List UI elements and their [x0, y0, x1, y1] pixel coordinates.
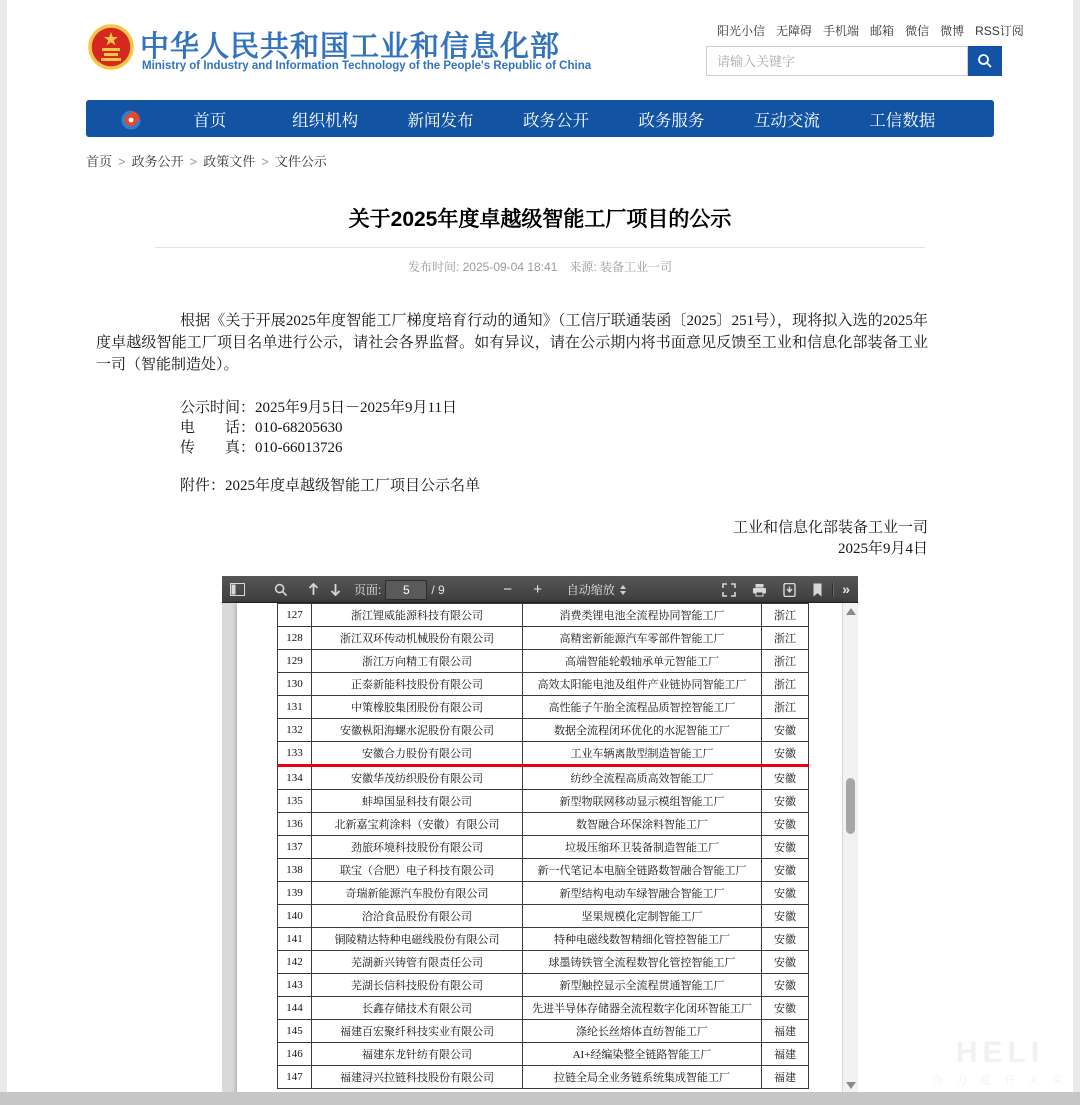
pdf-viewer	[222, 576, 858, 1105]
table-cell: 浙江双环传动机械股份有限公司	[312, 627, 523, 650]
table-cell: 127	[278, 604, 312, 627]
more-tools-button[interactable]: »	[842, 580, 850, 597]
article-paragraph: 根据《关于开展2025年度智能工厂梯度培育行动的通知》（工信厅联通装函〔2025〕251号），现将拟入选的2025年度卓越级智能工厂项目名单进行公示，请社会各界监督。如有异议，请在公示期内将书面意见反馈至工业和信息化部装备工业一司（智能制造处）。	[96, 313, 928, 373]
table-cell: 安徽华茂纺织股份有限公司	[312, 766, 523, 790]
table-cell: 长鑫存储技术有限公司	[312, 997, 523, 1020]
table-row	[278, 836, 809, 859]
table-cell: 拉链全局全业务链系统集成智能工厂	[523, 1066, 762, 1089]
table-row	[278, 604, 809, 627]
table-cell: 130	[278, 673, 312, 696]
table-row	[278, 766, 809, 790]
table-cell: 芜湖长信科技股份有限公司	[312, 974, 523, 997]
download-button[interactable]	[778, 580, 800, 600]
find-button[interactable]	[270, 580, 292, 600]
table-row	[278, 882, 809, 905]
table-cell: 工业车辆离散型制造智能工厂	[523, 742, 762, 766]
table-row	[278, 974, 809, 997]
table-cell: 特种电磁线数智精细化管控智能工厂	[523, 928, 762, 951]
breadcrumb-item[interactable]: 政策文件	[203, 154, 256, 169]
nav-item[interactable]: 互动交流	[753, 111, 820, 130]
attachment-link[interactable]: 附件：2025年度卓越级智能工厂项目公示名单	[180, 478, 481, 494]
zoom-in-button[interactable]: +	[533, 581, 543, 598]
nav-item[interactable]: 政务服务	[638, 111, 705, 130]
table-row	[278, 673, 809, 696]
signature-department: 工业和信息化部装备工业一司	[732, 520, 928, 536]
table-cell: 137	[278, 836, 312, 859]
table-cell: 高性能子午胎全流程品质智控智能工厂	[523, 696, 762, 719]
fullscreen-icon	[722, 583, 736, 597]
scrollbar-thumb[interactable]	[846, 778, 855, 834]
national-emblem-logo	[88, 20, 134, 78]
zoom-mode-select[interactable]	[563, 581, 630, 598]
pdf-page	[237, 603, 843, 1105]
table-cell: 140	[278, 905, 312, 928]
table-cell: 高精密新能源汽车零部件智能工厂	[523, 627, 762, 650]
table-cell: 高端智能轮毂轴承单元智能工厂	[523, 650, 762, 673]
table-cell: 139	[278, 882, 312, 905]
table-cell: 福建东龙针纺有限公司	[312, 1043, 523, 1066]
heli-watermark	[915, 1036, 1080, 1088]
table-cell: 联宝（合肥）电子科技有限公司	[312, 859, 523, 882]
table-cell: 安徽	[762, 997, 809, 1020]
table-cell: 136	[278, 813, 312, 836]
table-row	[278, 997, 809, 1020]
bookmark-button[interactable]	[806, 580, 828, 600]
breadcrumb-separator: >	[189, 154, 198, 169]
zoom-mode-value: 自动缩放	[566, 583, 615, 597]
search-bar	[706, 46, 1002, 76]
table-cell: 数据全流程闭环优化的水泥智能工厂	[523, 719, 762, 742]
quicklink[interactable]: 微信	[905, 24, 930, 38]
table-row	[278, 627, 809, 650]
main-nav	[86, 100, 994, 137]
breadcrumb-item[interactable]: 政务公开	[131, 154, 184, 169]
table-cell: 147	[278, 1066, 312, 1089]
quicklink[interactable]: 手机端	[823, 24, 860, 38]
table-cell: 131	[278, 696, 312, 719]
page-left-gutter	[0, 0, 7, 1105]
table-cell: 新型物联网移动显示模组智能工厂	[523, 790, 762, 813]
table-cell: 安徽	[762, 928, 809, 951]
scroll-down-icon[interactable]	[846, 1082, 856, 1089]
table-cell: 132	[278, 719, 312, 742]
table-cell: 新型结构电动车绿智融合智能工厂	[523, 882, 762, 905]
table-cell: 涤纶长丝熔体直纺智能工厂	[523, 1020, 762, 1043]
title-divider	[155, 247, 925, 248]
table-row	[278, 928, 809, 951]
site-title: 中华人民共和国工业和信息化部	[140, 31, 561, 63]
table-cell: 浙江	[762, 696, 809, 719]
breadcrumb-item[interactable]: 首页	[86, 154, 113, 169]
quicklink[interactable]: 阳光小信	[717, 24, 766, 38]
pdf-viewer-body	[222, 603, 858, 1105]
article-body	[96, 310, 928, 560]
table-cell: 128	[278, 627, 312, 650]
signature-date: 2025年9月4日	[837, 541, 928, 557]
site-subtitle: Ministry of Industry and Information Technology of the People's Republic of China	[142, 60, 592, 72]
search-input[interactable]	[706, 46, 968, 76]
search-button[interactable]	[968, 46, 1002, 76]
table-row	[278, 1043, 809, 1066]
table-cell: 138	[278, 859, 312, 882]
table-cell: 福建百宏聚纤科技实业有限公司	[312, 1020, 523, 1043]
breadcrumb-separator: >	[261, 154, 269, 169]
table-cell: 高效太阳能电池及组件产业链协同智能工厂	[523, 673, 762, 696]
table-cell: 劲旅环境科技股份有限公司	[312, 836, 523, 859]
table-row	[278, 859, 809, 882]
table-cell: 纺纱全流程高质高效智能工厂	[523, 766, 762, 790]
table-cell: 消费类锂电池全流程协同智能工厂	[523, 604, 762, 627]
header-quicklinks	[706, 22, 1024, 39]
sidebar-toggle-icon	[230, 583, 245, 596]
table-cell: 新型触控显示全流程贯通智能工厂	[523, 974, 762, 997]
table-cell: 蚌埠国显科技有限公司	[312, 790, 523, 813]
table-cell: 中策橡胶集团股份有限公司	[312, 696, 523, 719]
table-cell: 芜湖新兴铸管有限责任公司	[312, 951, 523, 974]
table-cell: 浙江锂威能源科技有限公司	[312, 604, 523, 627]
previous-page-button[interactable]	[302, 580, 324, 600]
table-cell: 浙江	[762, 627, 809, 650]
page-label: 页面:	[354, 583, 382, 597]
page-number-input[interactable]	[385, 580, 427, 600]
table-cell: 浙江	[762, 673, 809, 696]
table-row	[278, 719, 809, 742]
table-cell: 129	[278, 650, 312, 673]
toolbar-separator	[832, 583, 834, 597]
table-cell: 福建	[762, 1020, 809, 1043]
watermark-line2: 合 力 提 升 未 来	[931, 1075, 1069, 1087]
bottom-strip	[0, 1092, 1080, 1105]
phone-line: 电 话：010-68205630	[180, 420, 343, 436]
table-cell: 垃圾压缩环卫装备制造智能工厂	[523, 836, 762, 859]
table-cell: 洽洽食品股份有限公司	[312, 905, 523, 928]
table-cell: 铜陵精达特种电磁线股份有限公司	[312, 928, 523, 951]
print-button[interactable]	[748, 580, 770, 600]
table-cell: 142	[278, 951, 312, 974]
table-cell: 安徽	[762, 859, 809, 882]
table-cell: 先进半导体存储器全流程数字化闭环智能工厂	[523, 997, 762, 1020]
table-cell: 正泰新能科技股份有限公司	[312, 673, 523, 696]
table-cell: 安徽	[762, 790, 809, 813]
breadcrumb-separator: >	[118, 154, 126, 169]
quicklink[interactable]: RSS订阅	[975, 24, 1024, 38]
table-cell: 143	[278, 974, 312, 997]
page-right-gutter	[1073, 0, 1080, 1105]
page-down-icon	[329, 583, 342, 596]
table-cell: 浙江	[762, 604, 809, 627]
table-row	[278, 696, 809, 719]
project-table	[277, 603, 809, 1089]
table-cell: 福建	[762, 1066, 809, 1089]
next-page-button[interactable]	[324, 580, 346, 600]
fax-line: 传 真：010-66013726	[180, 440, 343, 456]
scroll-up-icon[interactable]	[846, 608, 856, 615]
table-cell: 141	[278, 928, 312, 951]
table-cell: 数智融合环保涂料智能工厂	[523, 813, 762, 836]
table-cell: 安徽	[762, 766, 809, 790]
table-cell: 135	[278, 790, 312, 813]
sidebar-toggle-button[interactable]	[226, 580, 248, 600]
table-row	[278, 1020, 809, 1043]
breadcrumb-item[interactable]: 文件公示	[274, 154, 327, 169]
quicklink[interactable]: 邮箱	[870, 24, 895, 38]
table-row	[278, 742, 809, 766]
zoom-out-button[interactable]: −	[503, 581, 513, 598]
search-icon	[977, 53, 993, 69]
table-cell: 球墨铸铁管全流程数智化管控智能工厂	[523, 951, 762, 974]
table-cell: 浙江	[762, 650, 809, 673]
notice-period: 公示时间：2025年9月5日－2025年9月11日	[180, 400, 457, 416]
find-icon	[274, 583, 288, 597]
nav-item[interactable]: 首页	[193, 111, 227, 130]
select-carets-icon	[620, 585, 626, 595]
table-cell: 坚果规模化定制智能工厂	[523, 905, 762, 928]
table-cell: 福建浔兴拉链科技股份有限公司	[312, 1066, 523, 1089]
nav-item[interactable]: 政务公开	[522, 111, 589, 130]
download-icon	[783, 583, 796, 597]
table-cell: 145	[278, 1020, 312, 1043]
bookmark-icon	[812, 583, 823, 597]
table-cell: 北新嘉宝莉涂料（安徽）有限公司	[312, 813, 523, 836]
nav-item[interactable]: 工信数据	[869, 111, 936, 130]
presentation-mode-button[interactable]	[718, 580, 740, 600]
page-title: 关于2025年度卓越级智能工厂项目的公示	[348, 208, 732, 231]
watermark-line1: HELI	[955, 1036, 1045, 1069]
table-cell: 安徽	[762, 836, 809, 859]
pdf-toolbar	[222, 576, 858, 603]
table-cell: 新一代笔记本电脑全链路数智融合智能工厂	[523, 859, 762, 882]
table-row	[278, 790, 809, 813]
table-cell: 奇瑞新能源汽车股份有限公司	[312, 882, 523, 905]
quicklink[interactable]: 无障碍	[776, 24, 813, 38]
table-cell: 安徽	[762, 742, 809, 766]
table-cell: 安徽	[762, 719, 809, 742]
nav-item[interactable]: 组织机构	[292, 111, 359, 130]
table-cell: 安徽枞阳海螺水泥股份有限公司	[312, 719, 523, 742]
table-cell: 安徽	[762, 974, 809, 997]
table-row	[278, 813, 809, 836]
table-cell: 安徽合力股份有限公司	[312, 742, 523, 766]
table-cell: 安徽	[762, 951, 809, 974]
nav-item[interactable]: 新闻发布	[407, 111, 474, 130]
table-cell: 福建	[762, 1043, 809, 1066]
table-cell: 144	[278, 997, 312, 1020]
table-cell: 浙江万向精工有限公司	[312, 650, 523, 673]
table-cell: 133	[278, 742, 312, 766]
gov-internet-icon	[120, 107, 144, 131]
table-row	[278, 650, 809, 673]
page-total: / 9	[431, 582, 445, 597]
breadcrumb	[86, 151, 327, 170]
table-cell: 安徽	[762, 905, 809, 928]
table-row	[278, 1066, 809, 1089]
table-cell: 146	[278, 1043, 312, 1066]
quicklink[interactable]: 微博	[940, 24, 965, 38]
table-row	[278, 905, 809, 928]
table-cell: 安徽	[762, 882, 809, 905]
table-cell: 安徽	[762, 813, 809, 836]
table-cell: 134	[278, 766, 312, 790]
print-icon	[752, 583, 767, 597]
article-meta: 发布时间: 2025-09-04 18:41 来源: 装备工业一司	[407, 260, 673, 274]
table-cell: AI+经编染整全链路智能工厂	[523, 1043, 762, 1066]
pdf-scrollbar[interactable]	[842, 603, 858, 1105]
table-row	[278, 951, 809, 974]
page-up-icon	[307, 583, 320, 596]
